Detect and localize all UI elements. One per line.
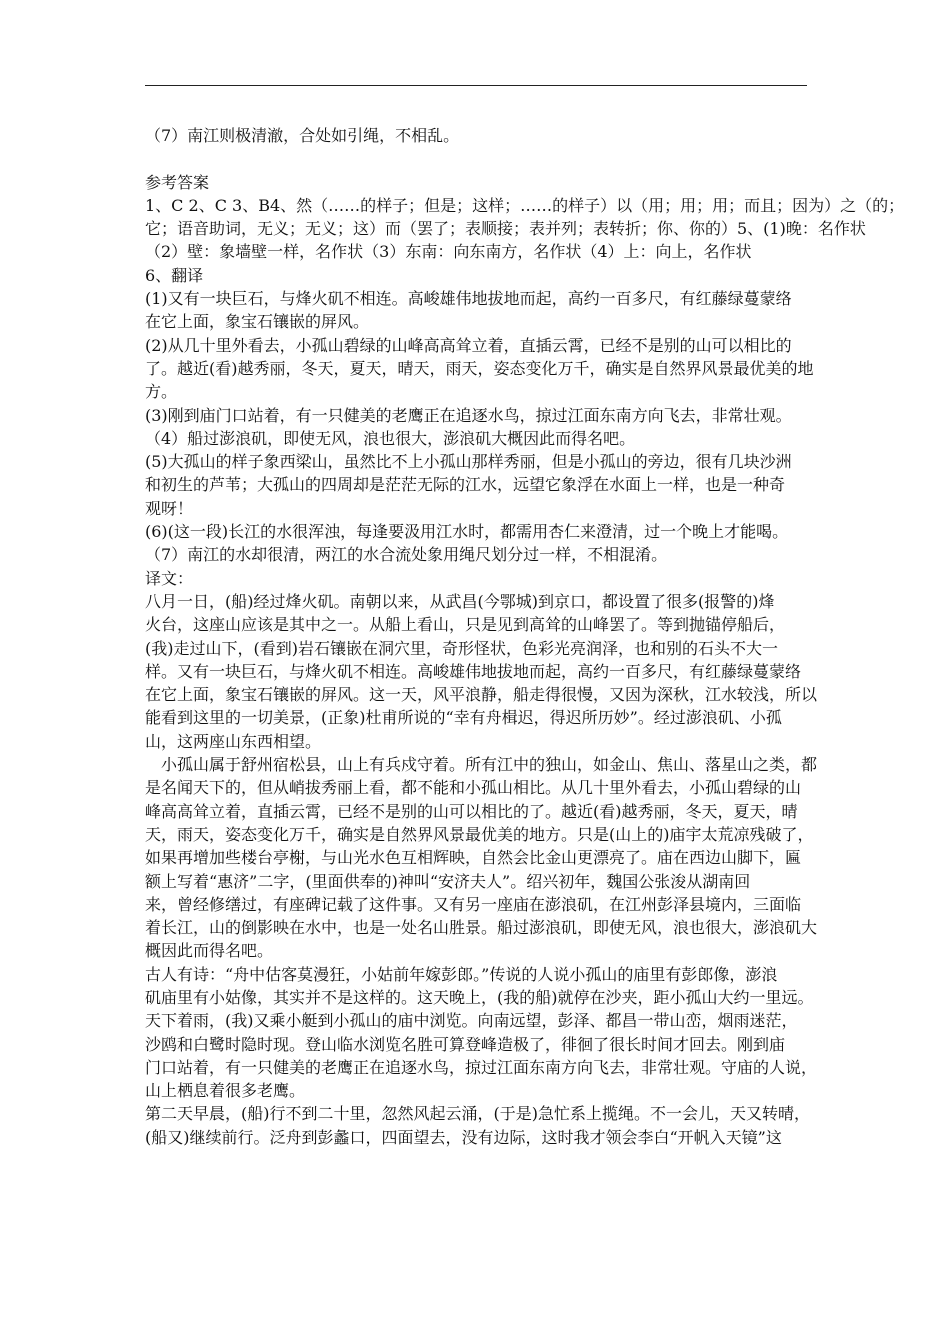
top-line: （7）南江则极清澈，合处如引绳，不相乱。	[145, 126, 460, 145]
yiwen-line: 古人有诗：“舟中估客莫漫狂，小姑前年嫁彭郎。”传说的人说小孤山的庙里有彭郎像，澎浪	[145, 964, 778, 984]
translation-line: 方。	[145, 382, 178, 402]
translation-line: 了。越近(看)越秀丽，冬天，夏天，晴天，雨天，姿态变化万千，确实是自然界风景最优美的地	[145, 358, 814, 378]
yiwen-line: 峰高高耸立着，直插云霄，已经不是别的山可以相比的了。越近(看)越秀丽，冬天，夏天，晴	[145, 801, 798, 821]
paragraph-gap	[145, 147, 813, 170]
translation-line: (5)大孤山的样子象西梁山，虽然比不上小孤山那样秀丽，但是小孤山的旁边，很有几块沙洲	[145, 452, 792, 472]
yiwen-heading: 译文：	[145, 568, 194, 588]
answer-line: 它；语音助词，无义；无义；这）而（罢了；表顺接；表并列；表转折；你、你的）5、(1)晚：名作状	[145, 219, 866, 239]
answer-line: 1、C 2、C 3、B4、然（……的样子；但是；这样；……的样子）以（用；用；用；而且；因为）之（的；	[145, 195, 905, 215]
translation-line: (6)(这一段)长江的水很浑浊，每逢要汲用江水时，都需用杏仁来澄清，过一个晚上才能喝。	[145, 522, 789, 542]
document-body	[145, 124, 905, 1149]
yiwen-line: 矶庙里有小姑像，其实并不是这样的。这天晚上，(我的船)就停在沙夹，距小孤山大约一里远。	[145, 987, 814, 1007]
yiwen-line: 小孤山属于舒州宿松县，山上有兵戍守着。所有江中的独山，如金山、焦山、落星山之类，都	[161, 755, 818, 775]
yiwen-line: 是名闻天下的，但从峭拔秀丽上看，都不能和小孤山相比。从几十里外看去，小孤山碧绿的山	[145, 778, 802, 798]
translation-line: (1)又有一块巨石，与烽火矶不相连。高峻雄伟地拔地而起，高约一百多尺，有红藤绿蔓蒙络	[145, 289, 792, 309]
yiwen-line: 沙鸥和白鹭时隐时现。登山临水浏览名胜可算登峰造极了，徘徊了很长时间才回去。刚到庙	[145, 1034, 786, 1054]
yiwen-line: 着长江，山的倒影映在水中，也是一处名山胜景。船过澎浪矶，即使无风，浪也很大，澎浪矶大	[145, 918, 818, 938]
yiwen-line: 天，雨天，姿态变化万千，确实是自然界风景最优美的地方。只是(山上的)庙宇太荒凉残破了，	[145, 824, 814, 844]
yiwen-line: 火台，这座山应该是其中之一。从船上看山，只是见到高耸的山峰罢了。等到抛锚停船后，	[145, 615, 786, 635]
yiwen-line: 来，曾经修缮过，有座碑记载了这件事。又有另一座庙在澎浪矶，在江州彭泽县境内，三面临	[145, 894, 802, 914]
yiwen-line: (船又)继续前行。泛舟到彭蠡口，四面望去，没有边际，这时我才领会李白“开帆入天镜”这	[145, 1127, 782, 1147]
answers-heading: 参考答案	[145, 172, 210, 192]
translation-line: 在它上面，象宝石镶嵌的屏风。	[145, 312, 370, 332]
yiwen-line: 样。又有一块巨石，与烽火矶不相连。高峻雄伟地拔地而起，高约一百多尺，有红藤绿蔓蒙络	[145, 661, 802, 681]
yiwen-line: 额上写着“惠济”二字，(里面供奉的)神叫“安济夫人”。绍兴初年，魏国公张浚从湖南回	[145, 871, 751, 891]
yiwen-line: 第二天早晨，(船)行不到二十里，忽然风起云涌，(于是)急忙系上揽绳。不一会儿，天又转晴，	[145, 1104, 810, 1124]
yiwen-line: 如果再增加些楼台亭榭，与山光水色互相辉映，自然会比金山更漂亮了。庙在西边山脚下，匾	[145, 848, 802, 868]
translation-line: 和初生的芦苇；大孤山的四周却是茫茫无际的江水，远望它象浮在水面上一样，也是一种奇	[145, 475, 786, 495]
yiwen-line: 在它上面，象宝石镶嵌的屏风。这一天，风平浪静，船走得很慢，又因为深秋，江水较浅，所以	[145, 685, 818, 705]
answer-line: 6、翻译	[145, 265, 204, 285]
yiwen-line: 八月一日，(船)经过烽火矶。南朝以来，从武昌(今鄂城)到京口，都设置了很多(报警的)烽	[145, 591, 775, 611]
yiwen-line: 山上栖息着很多老鹰。	[145, 1081, 306, 1101]
translation-line: （7）南江的水却很清，两江的水合流处象用绳尺划分过一样，不相混淆。	[145, 545, 668, 565]
answer-line: （2）壁：象墙壁一样，名作状（3）东南：向东南方，名作状（4）上：向上，名作状	[145, 242, 752, 262]
yiwen-line: 山，这两座山东西相望。	[145, 731, 322, 751]
translation-line: (2)从几十里外看去，小孤山碧绿的山峰高高耸立着，直插云霄，已经不是别的山可以相比的	[145, 335, 792, 355]
yiwen-line: 概因此而得名吧。	[145, 941, 274, 961]
yiwen-line: 门口站着，有一只健美的老鹰正在追逐水鸟，掠过江面东南方向飞去，非常壮观。守庙的人说，	[145, 1057, 818, 1077]
translation-line: （4）船过澎浪矶，即使无风，浪也很大，澎浪矶大概因此而得名吧。	[145, 428, 636, 448]
header-rule	[145, 85, 807, 86]
yiwen-line: (我)走过山下，(看到)岩石镶嵌在洞穴里，奇形怪状，色彩光亮润泽，也和别的石头不大一	[145, 638, 778, 658]
yiwen-line: 能看到这里的一切美景，(正象)杜甫所说的“幸有舟楫迟，得迟所历妙”。经过澎浪矶、小孤	[145, 708, 782, 728]
translation-line: 观呀！	[145, 498, 194, 518]
yiwen-line: 天下着雨，(我)又乘小艇到小孤山的庙中浏览。向南远望，彭泽、都昌一带山峦，烟雨迷茫，	[145, 1011, 798, 1031]
translation-line: (3)刚到庙门口站着，有一只健美的老鹰正在追逐水鸟，掠过江面东南方向飞去，非常壮观。	[145, 405, 792, 425]
